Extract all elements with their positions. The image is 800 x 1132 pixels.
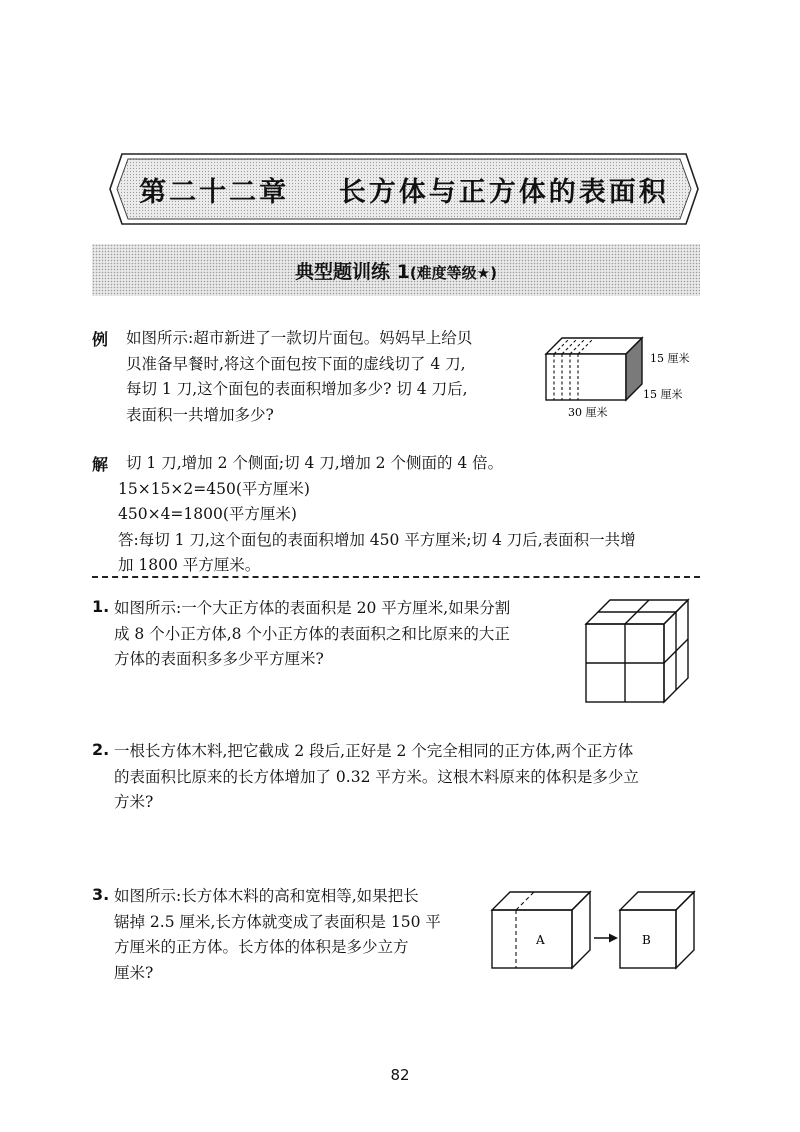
example-line: 每切 1 刀,这个面包的表面积增加多少? 切 4 刀后, [126,380,468,398]
chapter-title: 第二十二章 长方体与正方体的表面积 [139,176,669,208]
problem-1-text [114,596,584,673]
problem-line: 如图所示:长方体木料的高和宽相等,如果把长 [114,887,419,905]
problem-line: 方体的表面积多多少平方厘米? [114,650,324,668]
solution-line: 加 1800 平方厘米。 [118,556,261,574]
dashed-divider [92,576,700,578]
problem-line: 的表面积比原来的长方体增加了 0.32 平方米。这根木料原来的体积是多少立 [114,767,639,786]
arrow-head [609,934,618,943]
cuboid-front-face [492,910,572,968]
solution-line: 450×4=1800(平方厘米) [118,505,297,523]
bread-front-face [546,354,626,400]
bread-figure [540,332,700,424]
problem-line: 方米? [114,793,154,811]
problem-line: 厘米? [114,963,154,982]
example-line: 表面积一共增加多少? [126,405,274,424]
problem-line: 成 8 个小正方体,8 个小正方体的表面积之和比原来的大正 [114,624,510,643]
chapter-banner [108,152,700,226]
difficulty-label: (难度等级★) [409,263,497,282]
page-number: 82 [390,1066,410,1084]
solution-tag: 解 [92,455,109,474]
problem-1-number: 1. [92,597,110,616]
problem-line: 如图所示:一个大正方体的表面积是 20 平方厘米,如果分割 [114,599,511,617]
solution-text [118,451,706,579]
solution-line: 15×15×2=450(平方厘米) [118,479,310,498]
section-title [295,257,497,284]
label-a: A [536,933,545,947]
solution-line: 切 1 刀,增加 2 个侧面;切 4 刀,增加 2 个侧面的 4 倍。 [126,454,504,472]
cuboid-to-cube-figure [488,886,700,972]
label-b: B [642,933,651,947]
section-header [92,244,700,296]
problem-3-number: 3. [92,885,110,904]
cube-grid-figure [580,596,696,706]
width-label: 15 厘米 [643,388,683,401]
length-label: 30 厘米 [568,406,608,419]
example-text [126,326,546,428]
example-line: 贝准备早餐时,将这个面包按下面的虚线切了 4 刀, [126,354,466,373]
problem-3-text [114,884,494,986]
solution-line: 答:每切 1 刀,这个面包的表面积增加 450 平方厘米;切 4 刀后,表面积一共增 [118,530,636,549]
example-tag: 例 [92,330,109,349]
problem-line: 方厘米的正方体。长方体的体积是多少立方 [114,938,409,956]
problem-line: 一根长方体木料,把它截成 2 段后,正好是 2 个完全相同的正方体,两个正方体 [114,742,634,760]
example-line: 如图所示:超市新进了一款切片面包。妈妈早上给贝 [126,329,473,347]
cube-b-top-face [620,892,694,910]
problem-2-text [114,739,714,816]
cube-b-side-face [676,892,694,968]
problem-line: 锯掉 2.5 厘米,长方体就变成了表面积是 150 平 [114,912,441,931]
cuboid-side-face [572,892,590,968]
height-label: 15 厘米 [650,352,690,365]
section-title-text: 典型题训练 1 [294,260,410,283]
saw-cut-line [516,892,534,968]
problem-2-number: 2. [92,740,110,759]
